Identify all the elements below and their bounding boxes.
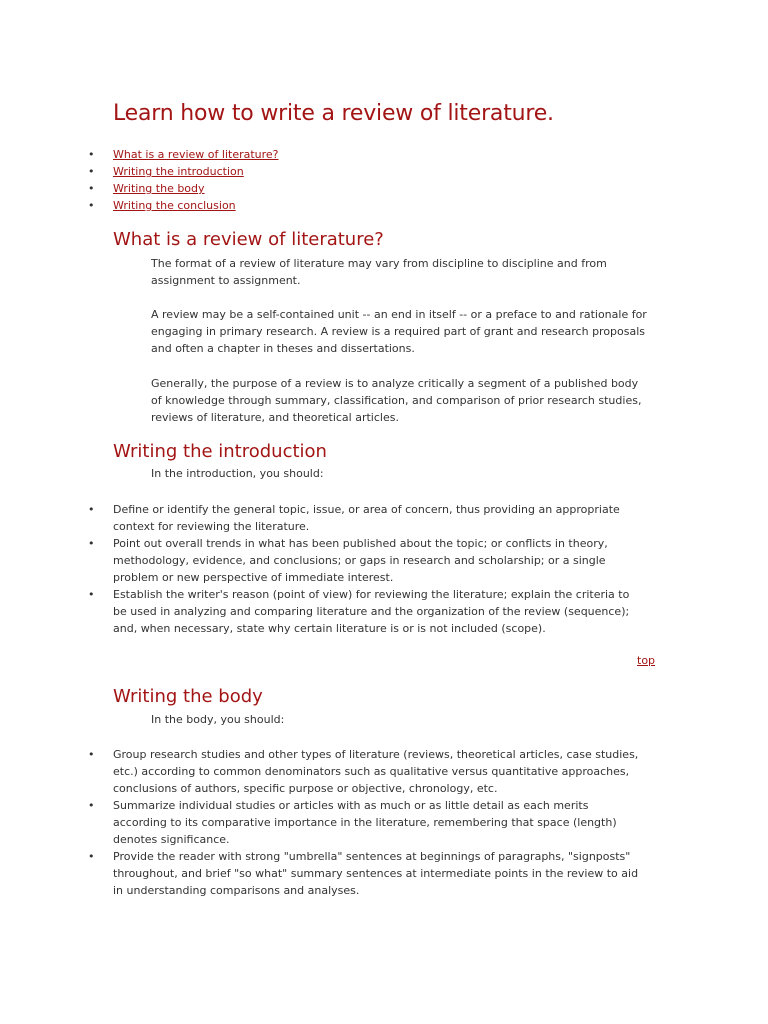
list-item: • Summarize individual studies or articles with as much or as little detail as each merits according to its comparative importance in the literature, remembering that space (length) denotes significance. bbox=[0, 797, 643, 848]
list-item: • Point out overall trends in what has been published about the topic; or conflicts in theory, methodology, evidence, and conclusions; or gaps in research and scholarship; or a single problem or new perspective of immediate interest. bbox=[0, 535, 643, 586]
introduction-bullets bbox=[0, 501, 660, 637]
toc-link-what-is[interactable]: What is a review of literature? bbox=[113, 148, 279, 161]
list-item bbox=[0, 163, 279, 180]
list-item bbox=[0, 146, 279, 163]
paragraph: A review may be a self-contained unit -- an end in itself -- or a preface to and rationale for engaging in primary research. A review is a required part of grant and research proposals and often a chapter in theses and dissertations. bbox=[151, 308, 647, 355]
section-heading-introduction: Writing the introduction bbox=[113, 441, 327, 462]
table-of-contents bbox=[0, 146, 279, 214]
toc-link-body[interactable]: Writing the body bbox=[113, 182, 205, 195]
list-item bbox=[0, 197, 279, 214]
list-item: • Group research studies and other types of literature (reviews, theoretical articles, case studies, etc.) according to common denominators such as qualitative versus quantitative approaches, conclusions of authors, specific purpose or objective, chronology, etc. bbox=[0, 746, 643, 797]
list-item: • Establish the writer's reason (point of view) for reviewing the literature; explain the criteria to be used in analyzing and comparing literature and the organization of the review (sequence); and, when necessary, state why certain literature is or is not included (scope). bbox=[0, 586, 643, 637]
page-title: Learn how to write a review of literature. bbox=[113, 101, 554, 126]
list-item: • Define or identify the general topic, issue, or area of concern, thus providing an appropriate context for reviewing the literature. bbox=[0, 501, 643, 535]
section-heading-body: Writing the body bbox=[113, 686, 263, 707]
paragraph: Generally, the purpose of a review is to analyze critically a segment of a published body of knowledge through summary, classification, and comparison of prior research studies, reviews of literature, and theoretical articles. bbox=[151, 377, 642, 424]
body-bullets bbox=[0, 746, 660, 899]
toc-link-conclusion[interactable]: Writing the conclusion bbox=[113, 199, 236, 212]
list-item: • Provide the reader with strong "umbrella" sentences at beginnings of paragraphs, "signposts" throughout, and brief "so what" summary sentences at intermediate points in the review to aid in understanding comparisons and analyses. bbox=[0, 848, 643, 899]
back-to-top-link[interactable]: top bbox=[637, 654, 656, 667]
list-item bbox=[0, 180, 279, 197]
toc-link-introduction[interactable]: Writing the introduction bbox=[113, 165, 244, 178]
section-intro-text: In the introduction, you should: bbox=[151, 467, 324, 480]
section-heading-what-is: What is a review of literature? bbox=[113, 229, 384, 250]
paragraph: The format of a review of literature may vary from discipline to discipline and from assignment to assignment. bbox=[151, 257, 607, 287]
section-intro-text: In the body, you should: bbox=[151, 713, 285, 726]
